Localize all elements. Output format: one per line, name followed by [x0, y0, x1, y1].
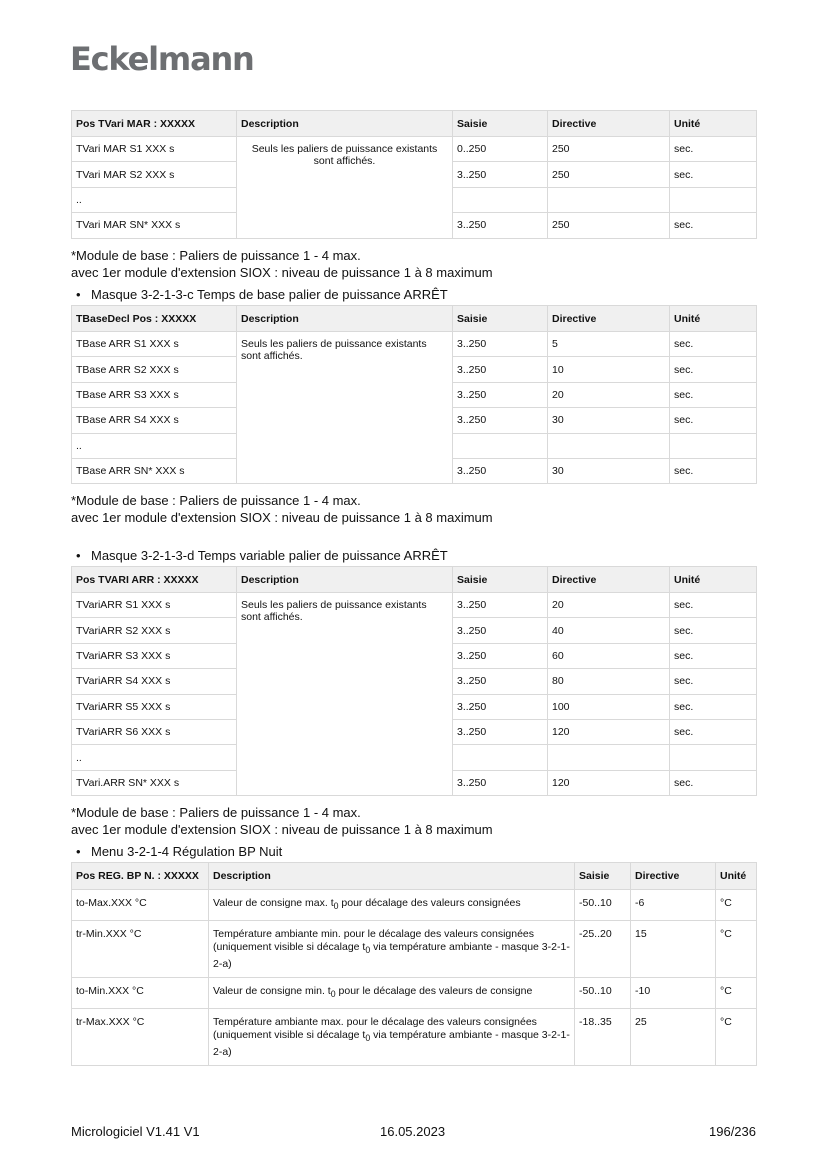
column-header: Unité — [670, 306, 757, 332]
unit-cell — [670, 433, 757, 458]
directive-cell: 250 — [548, 162, 670, 187]
table-row — [72, 137, 757, 162]
unit-cell: sec. — [670, 213, 757, 238]
directive-cell: 120 — [548, 770, 670, 795]
pos-cell: TVariARR S2 XXX s — [72, 618, 237, 643]
column-header: Directive — [548, 111, 670, 137]
directive-cell — [548, 187, 670, 212]
table-tvari-mar — [71, 110, 757, 239]
saisie-cell — [453, 745, 548, 770]
column-header: Directive — [548, 306, 670, 332]
unit-cell: sec. — [670, 694, 757, 719]
table-row — [72, 1008, 757, 1066]
section-bullet — [76, 844, 282, 859]
directive-cell: 40 — [548, 618, 670, 643]
saisie-cell: 3..250 — [453, 593, 548, 618]
column-header: Saisie — [453, 111, 548, 137]
pos-cell: tr-Min.XXX °C — [72, 920, 209, 978]
footer-page-number: 196/236 — [709, 1124, 756, 1139]
table-row — [72, 593, 757, 618]
pos-cell: TBase ARR S3 XXX s — [72, 382, 237, 407]
unit-cell: sec. — [670, 382, 757, 407]
saisie-cell: 3..250 — [453, 669, 548, 694]
directive-cell: 30 — [548, 458, 670, 483]
directive-cell: 30 — [548, 408, 670, 433]
table-header-row — [72, 111, 757, 137]
pos-cell: .. — [72, 433, 237, 458]
unit-cell: °C — [716, 920, 757, 978]
table-reg-bp-nuit — [71, 862, 757, 1066]
pos-cell: TVari.ARR SN* XXX s — [72, 770, 237, 795]
saisie-cell: -50..10 — [575, 978, 631, 1009]
saisie-cell: 3..250 — [453, 719, 548, 744]
bullet-icon: • — [76, 287, 81, 302]
column-header: Unité — [716, 863, 757, 890]
footnote — [71, 247, 493, 281]
pos-cell: TVariARR S4 XXX s — [72, 669, 237, 694]
column-header: Pos TVari MAR : XXXXX — [72, 111, 237, 137]
footnote-line: *Module de base : Paliers de puissance 1 - 4 max. — [71, 248, 361, 263]
directive-cell: 15 — [631, 920, 716, 978]
directive-cell: 250 — [548, 137, 670, 162]
unit-cell — [670, 745, 757, 770]
saisie-cell — [453, 187, 548, 212]
saisie-cell: -50..10 — [575, 890, 631, 921]
footnote-line: avec 1er module d'extension SIOX : niveau de puissance 1 à 8 maximum — [71, 510, 493, 525]
unit-cell: sec. — [670, 669, 757, 694]
saisie-cell: 3..250 — [453, 357, 548, 382]
unit-cell: °C — [716, 978, 757, 1009]
pos-cell: TBase ARR S1 XXX s — [72, 332, 237, 357]
description-cell: Seuls les paliers de puissance existants sont affichés. — [237, 332, 453, 484]
pos-cell: to-Max.XXX °C — [72, 890, 209, 921]
table-header-row — [72, 863, 757, 890]
saisie-cell: 3..250 — [453, 770, 548, 795]
pos-cell: tr-Max.XXX °C — [72, 1008, 209, 1066]
column-header: Description — [237, 567, 453, 593]
footnote — [71, 492, 493, 526]
eckelmann-logo: Eckelmann — [70, 40, 254, 78]
saisie-cell: 3..250 — [453, 643, 548, 668]
pos-cell: to-Min.XXX °C — [72, 978, 209, 1009]
directive-cell: 20 — [548, 593, 670, 618]
table-tbase-arr — [71, 305, 757, 484]
directive-cell: 25 — [631, 1008, 716, 1066]
unit-cell: sec. — [670, 408, 757, 433]
column-header: Saisie — [453, 306, 548, 332]
description-cell: Valeur de consigne max. $t_0$ pour décalage des valeurs consignées — [209, 890, 575, 921]
bullet-text: Menu 3-2-1-4 Régulation BP Nuit — [91, 844, 283, 859]
pos-cell: TVari MAR S1 XXX s — [72, 137, 237, 162]
directive-cell — [548, 433, 670, 458]
unit-cell: sec. — [670, 357, 757, 382]
column-header: Saisie — [453, 567, 548, 593]
unit-cell: sec. — [670, 643, 757, 668]
column-header: Description — [209, 863, 575, 890]
unit-cell: sec. — [670, 770, 757, 795]
unit-cell: sec. — [670, 137, 757, 162]
pos-cell: TVari MAR S2 XXX s — [72, 162, 237, 187]
footnote-line: avec 1er module d'extension SIOX : niveau de puissance 1 à 8 maximum — [71, 822, 493, 837]
footnote-line: avec 1er module d'extension SIOX : niveau de puissance 1 à 8 maximum — [71, 265, 493, 280]
column-header: Unité — [670, 567, 757, 593]
footer-firmware: Micrologiciel V1.41 V1 — [71, 1124, 200, 1139]
description-cell: Valeur de consigne min. $t_0$ pour le décalage des valeurs de consigne — [209, 978, 575, 1009]
description-cell: Seuls les paliers de puissance existants sont affichés. — [237, 137, 453, 239]
column-header: Directive — [548, 567, 670, 593]
directive-cell: -10 — [631, 978, 716, 1009]
unit-cell: °C — [716, 890, 757, 921]
table-header-row — [72, 567, 757, 593]
table-row — [72, 920, 757, 978]
column-header: Pos REG. BP N. : XXXXX — [72, 863, 209, 890]
pos-cell: TVariARR S6 XXX s — [72, 719, 237, 744]
pos-cell: .. — [72, 745, 237, 770]
section-bullet — [76, 287, 448, 302]
saisie-cell: 0..250 — [453, 137, 548, 162]
directive-cell — [548, 745, 670, 770]
column-header: Directive — [631, 863, 716, 890]
directive-cell: 250 — [548, 213, 670, 238]
saisie-cell: -25..20 — [575, 920, 631, 978]
directive-cell: 5 — [548, 332, 670, 357]
saisie-cell: 3..250 — [453, 162, 548, 187]
pos-cell: TBase ARR S4 XXX s — [72, 408, 237, 433]
column-header: Pos TVARI ARR : XXXXX — [72, 567, 237, 593]
unit-cell: sec. — [670, 593, 757, 618]
saisie-cell — [453, 433, 548, 458]
pos-cell: TVariARR S3 XXX s — [72, 643, 237, 668]
saisie-cell: 3..250 — [453, 618, 548, 643]
description-cell: Température ambiante max. pour le décalage des valeurs consignées (uniquement visible si décalage $t_0$ via température ambiante - masque 3-2-1-2-a) — [209, 1008, 575, 1066]
pos-cell: .. — [72, 187, 237, 212]
directive-cell: 20 — [548, 382, 670, 407]
saisie-cell: 3..250 — [453, 694, 548, 719]
saisie-cell: -18..35 — [575, 1008, 631, 1066]
unit-cell — [670, 187, 757, 212]
pos-cell: TBase ARR SN* XXX s — [72, 458, 237, 483]
footnote — [71, 804, 493, 838]
column-header: Description — [237, 306, 453, 332]
table-row — [72, 890, 757, 921]
bullet-text: Masque 3-2-1-3-c Temps de base palier de puissance ARRÊT — [91, 287, 448, 302]
bullet-icon: • — [76, 548, 81, 563]
pos-cell: TVariARR S1 XXX s — [72, 593, 237, 618]
table-tvari-arr — [71, 566, 757, 796]
footer-date: 16.05.2023 — [380, 1124, 446, 1139]
bullet-text: Masque 3-2-1-3-d Temps variable palier de puissance ARRÊT — [91, 548, 448, 563]
directive-cell: 60 — [548, 643, 670, 668]
directive-cell: 120 — [548, 719, 670, 744]
unit-cell: sec. — [670, 162, 757, 187]
unit-cell: °C — [716, 1008, 757, 1066]
section-bullet — [76, 548, 448, 563]
footnote-line: *Module de base : Paliers de puissance 1 - 4 max. — [71, 493, 361, 508]
pos-cell: TVariARR S5 XXX s — [72, 694, 237, 719]
table-row — [72, 332, 757, 357]
description-cell: Température ambiante min. pour le décalage des valeurs consignées (uniquement visible si décalage $t_0$ via température ambiante - masque 3-2-1-2-a) — [209, 920, 575, 978]
table-header-row — [72, 306, 757, 332]
column-header: Unité — [670, 111, 757, 137]
saisie-cell: 3..250 — [453, 213, 548, 238]
directive-cell: 100 — [548, 694, 670, 719]
unit-cell: sec. — [670, 719, 757, 744]
directive-cell: 80 — [548, 669, 670, 694]
saisie-cell: 3..250 — [453, 408, 548, 433]
saisie-cell: 3..250 — [453, 458, 548, 483]
unit-cell: sec. — [670, 332, 757, 357]
table-row — [72, 978, 757, 1009]
directive-cell: 10 — [548, 357, 670, 382]
pos-cell: TVari MAR SN* XXX s — [72, 213, 237, 238]
column-header: Saisie — [575, 863, 631, 890]
unit-cell: sec. — [670, 618, 757, 643]
saisie-cell: 3..250 — [453, 332, 548, 357]
directive-cell: -6 — [631, 890, 716, 921]
pos-cell: TBase ARR S2 XXX s — [72, 357, 237, 382]
description-cell: Seuls les paliers de puissance existants sont affichés. — [237, 593, 453, 796]
column-header: TBaseDecl Pos : XXXXX — [72, 306, 237, 332]
column-header: Description — [237, 111, 453, 137]
bullet-icon: • — [76, 844, 81, 859]
saisie-cell: 3..250 — [453, 382, 548, 407]
footnote-line: *Module de base : Paliers de puissance 1 - 4 max. — [71, 805, 361, 820]
unit-cell: sec. — [670, 458, 757, 483]
